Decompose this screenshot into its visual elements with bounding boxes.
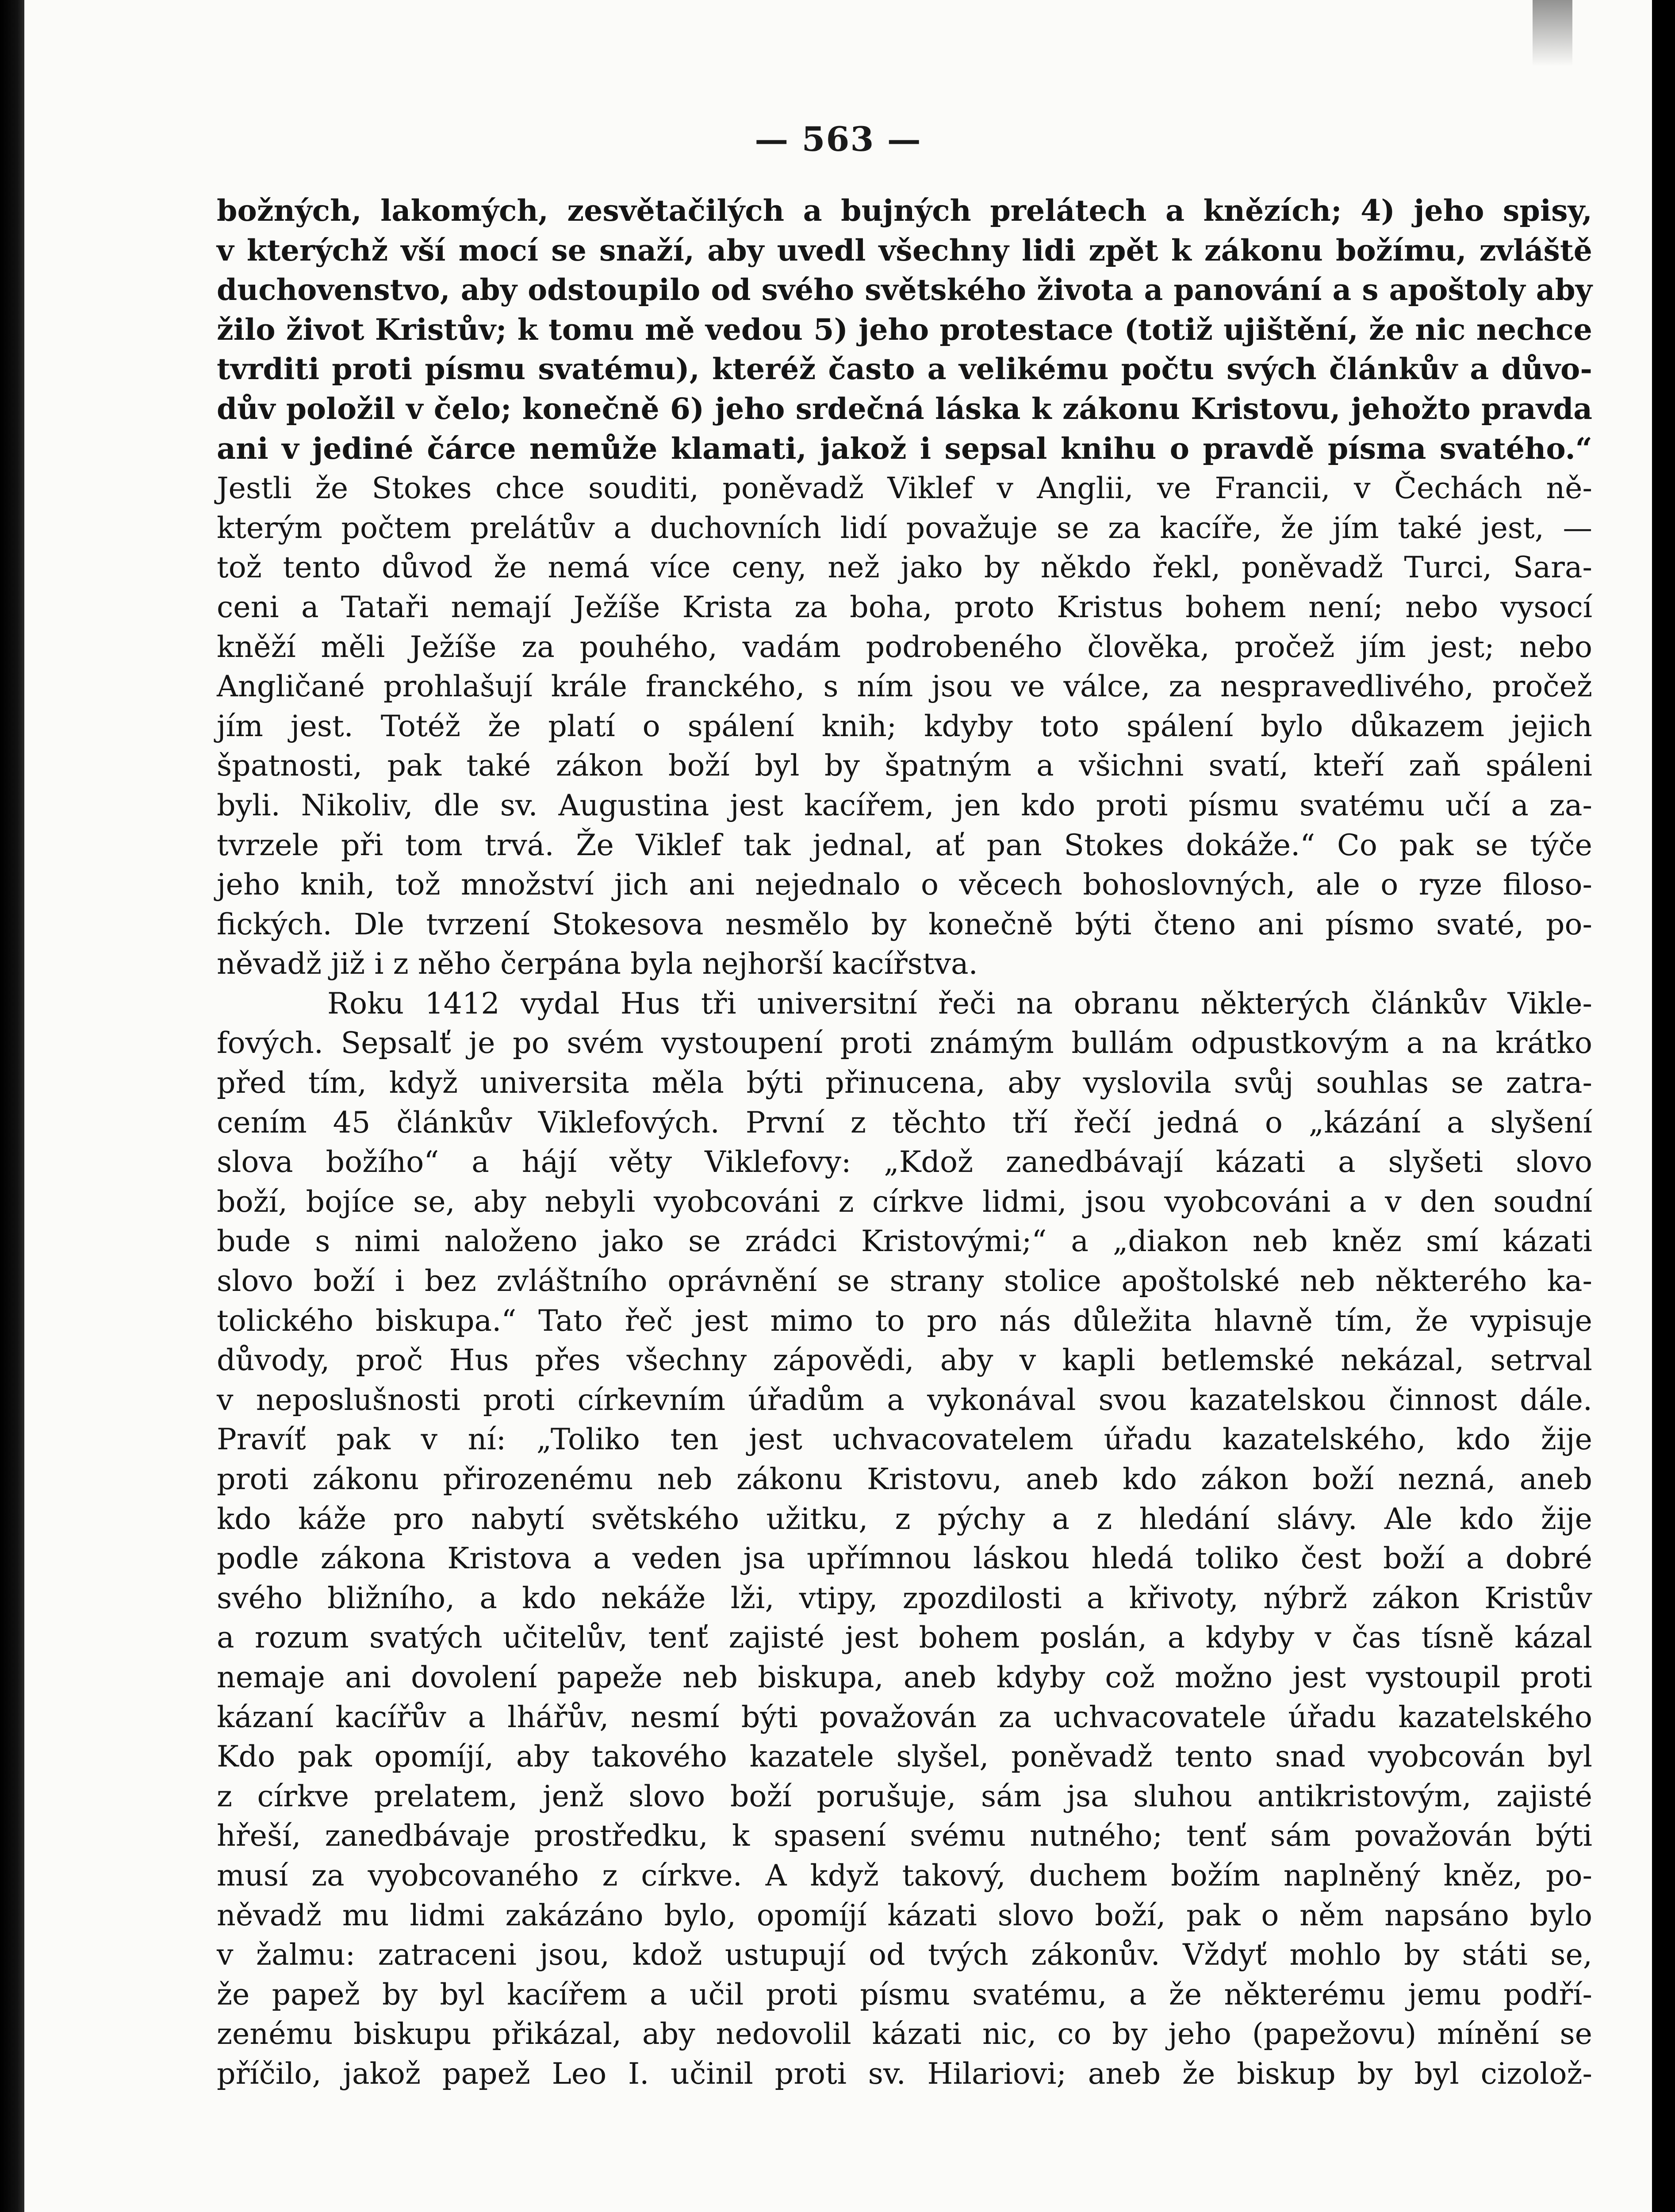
text-line: z církve prelatem, jenž slovo boží porušuje, sám jsa sluhou antikristovým, zajisté	[217, 1778, 1592, 1813]
text-line: v žalmu: zatraceni jsou, kdož ustupují od tvých zákonův. Vždyť mohlo by státi se,	[217, 1937, 1592, 1972]
text-line: tvrzele při tom trvá. Že Viklef tak jednal, ať pan Stokes dokáže.“ Co pak se týče	[217, 827, 1592, 862]
page-number: — 563 —	[755, 119, 922, 159]
text-line: boží, bojíce se, aby nebyli vyobcováni z církve lidmi, jsou vyobcováni a v den soudní	[217, 1184, 1592, 1219]
text-line: zenému biskupu přikázal, aby nedovolil kázati nic, co by jeho (papežovu) mínění se	[217, 2016, 1592, 2051]
text-line: Pravíť pak v ní: „Toliko ten jest uchvacovatelem úřadu kazatelského, kdo žije	[217, 1422, 1592, 1457]
text-line: proti zákonu přirozenému neb zákonu Kristovu, aneb kdo zákon boží nezná, aneb	[217, 1462, 1592, 1496]
text-line: fových. Sepsalť je po svém vystoupení proti známým bullám odpustkovým a na krátko	[217, 1025, 1592, 1060]
text-line: duchovenstvo, aby odstoupilo od svého světského života a panování a s apoštoly aby	[217, 273, 1592, 307]
text-line: před tím, když universita měla býti přinucena, aby vyslovila svůj souhlas se zatra-	[217, 1065, 1592, 1100]
text-line: něvadž mu lidmi zakázáno bylo, opomíjí kázati slovo boží, pak o něm napsáno bylo	[217, 1897, 1592, 1932]
text-line: slovo boží i bez zvláštního oprávnění se strany stolice apoštolské neb některého ka-	[217, 1263, 1592, 1298]
text-line: božných, lakomých, zesvětačilých a bujných prelátech a knězích; 4) jeho spisy,	[217, 193, 1592, 228]
text-line: bude s nimi naloženo jako se zrádci Kristovými;“ a „diakon neb kněz smí kázati	[217, 1224, 1592, 1259]
text-line: Kdo pak opomíjí, aby takového kazatele slyšel, poněvadž tento snad vyobcován byl	[217, 1739, 1592, 1774]
body-text	[217, 191, 1592, 2094]
text-line: kdo káže pro nabytí světského užitku, z pýchy a z hledání slávy. Ale kdo žije	[217, 1501, 1592, 1536]
text-line: musí za vyobcovaného z církve. A když takový, duchem božím naplněný kněz, po-	[217, 1858, 1592, 1893]
text-line: důvody, proč Hus přes všechny zápovědi, aby v kapli betlemské nekázal, setrval	[217, 1343, 1592, 1378]
text-line: dův položil v čelo; konečně 6) jeho srdečná láska k zákonu Kristovu, jehožto pravda	[217, 391, 1592, 426]
text-line: příčilo, jakož papež Leo I. učinil proti sv. Hilariovi; aneb že biskup by byl cizolož-	[217, 2056, 1592, 2091]
text-line: tvrditi proti písmu svatému), kteréž často a velikému počtu svých článkův a důvo-	[217, 352, 1592, 387]
text-line: tolického biskupa.“ Tato řeč jest mimo to pro nás důležita hlavně tím, že vypisuje	[217, 1303, 1592, 1338]
text-line: jeho knih, tož množství jich ani nejednalo o věcech bohoslovných, ale o ryze filoso-	[217, 867, 1592, 902]
text-line: hřeší, zanedbávaje prostředku, k spasení svému nutného; tenť sám považován býti	[217, 1818, 1592, 1853]
text-line: fických. Dle tvrzení Stokesova nesmělo by konečně býti čteno ani písmo svaté, po-	[217, 906, 1592, 941]
scan-left-edge	[0, 0, 24, 2212]
text-line: nemaje ani dovolení papeže neb biskupa, aneb kdyby což možno jest vystoupil proti	[217, 1659, 1592, 1694]
text-line: podle zákona Kristova a veden jsa upřímnou láskou hledá toliko čest boží a dobré	[217, 1541, 1592, 1576]
book-page	[24, 0, 1652, 2212]
text-line: ceni a Tataři nemají Ježíše Krista za boha, proto Kristus bohem není; nebo vysocí	[217, 589, 1592, 624]
text-line: Angličané prohlašují krále franckého, s ním jsou ve válce, za nespravedlivého, pročež	[217, 669, 1592, 704]
text-line: Jestli že Stokes chce souditi, poněvadž Viklef v Anglii, ve Francii, v Čechách ně-	[217, 471, 1592, 506]
text-line: v kterýchž vší mocí se snaží, aby uvedl všechny lidi zpět k zákonu božímu, zvláště	[217, 233, 1592, 268]
text-line: tož tento důvod že nemá více ceny, než jako by někdo řekl, poněvadž Turci, Sara-	[217, 550, 1592, 585]
text-line: kněží měli Ježíše za pouhého, vadám podrobeného člověka, pročež jím jest; nebo	[217, 629, 1592, 664]
text-line: v neposlušnosti proti církevním úřadům a vykonával svou kazatelskou činnost dále.	[217, 1382, 1592, 1417]
text-line: slova božího“ a hájí věty Viklefovy: „Kdož zanedbávají kázati a slyšeti slovo	[217, 1144, 1592, 1179]
text-line: svého bližního, a kdo nekáže lži, vtipy, zpozdilosti a křivoty, nýbrž zákon Kristův	[217, 1580, 1592, 1615]
text-line: ani v jediné čárce nemůže klamati, jakož i sepsal knihu o pravdě písma svatého.“	[217, 431, 1592, 466]
text-line: Roku 1412 vydal Hus tři universitní řeči na obranu některých článkův Vikle-	[327, 986, 1592, 1021]
text-line: byli. Nikoliv, dle sv. Augustina jest kacířem, jen kdo proti písmu svatému učí a za-	[217, 787, 1592, 822]
text-line: cením 45 článkův Viklefových. První z těchto tří řečí jedná o „kázání a slyšení	[217, 1105, 1592, 1140]
text-line: žilo život Kristův; k tomu mě vedou 5) jeho protestace (totiž ujištění, že nic nechce	[217, 312, 1592, 347]
text-line: kázaní kacířův a lhářův, nesmí býti považován za uchvacovatele úřadu kazatelského	[217, 1699, 1592, 1734]
text-line: a rozum svatých učitelův, tenť zajisté jest bohem poslán, a kdyby v čas tísně kázal	[217, 1620, 1592, 1655]
text-line: špatnosti, pak také zákon boží byl by špatným a všichni svatí, kteří zaň spáleni	[217, 748, 1592, 783]
text-line: kterým počtem prelátův a duchovních lidí považuje se za kacíře, že jím také jest, —	[217, 510, 1592, 545]
scan-smudge	[1533, 0, 1572, 66]
text-line: něvadž již i z něho čerpána byla nejhorší kacířstva.	[217, 946, 978, 981]
text-line: že papež by byl kacířem a učil proti písmu svatému, a že některému jemu podří-	[217, 1977, 1592, 2012]
text-line: jím jest. Totéž že platí o spálení knih; kdyby toto spálení bylo důkazem jejich	[217, 708, 1592, 743]
